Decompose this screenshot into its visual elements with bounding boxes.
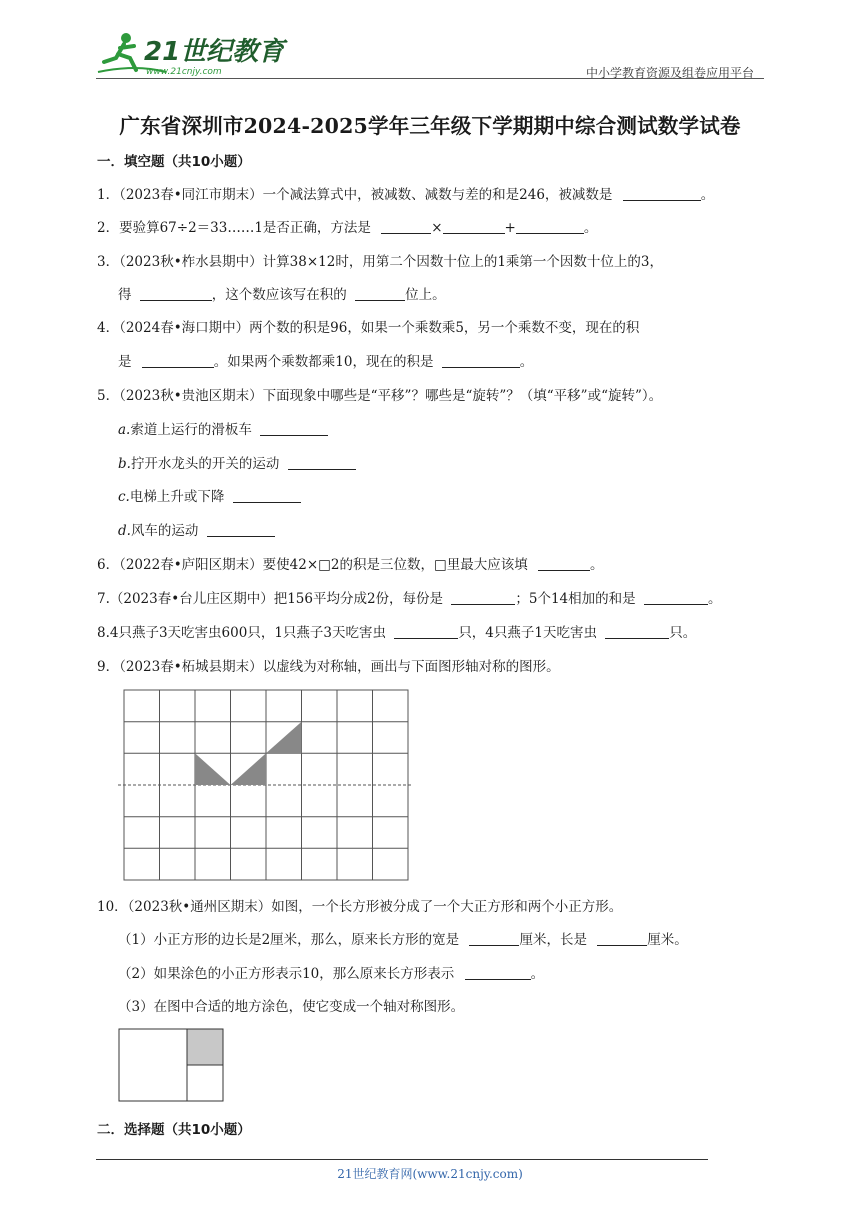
text: 。	[530, 966, 545, 982]
section-fill-in: 一．填空题（共10小题）	[97, 154, 251, 170]
question-5: 5．（2023秋•贵池区期末）下面现象中哪些是“平移”？哪些是“旋转”？（填“平移”或“旋转”）。	[97, 388, 663, 404]
answer-blank[interactable]	[644, 591, 708, 605]
answer-blank[interactable]	[381, 220, 431, 234]
answer-blank[interactable]	[207, 523, 275, 537]
question-5d	[118, 522, 275, 540]
answer-blank[interactable]	[442, 354, 520, 368]
answer-blank[interactable]	[142, 354, 214, 368]
question-1	[97, 186, 714, 204]
question-1-text: 1．（2023春•同江市期末）一个减法算式中，被减数、减数与差的和是246，被减数是	[97, 187, 613, 203]
logo-text: 21世纪教育	[144, 37, 285, 67]
question-10-1	[118, 931, 688, 949]
punct: 。	[590, 557, 604, 573]
text: ，这个数应该写在积的	[211, 287, 347, 303]
shaded-triangle	[231, 753, 267, 785]
answer-blank[interactable]	[288, 456, 356, 470]
question-7	[97, 590, 721, 608]
footer-link[interactable]: 21世纪教育网(www.21cnjy.com)	[337, 1167, 523, 1181]
rectangle-figure	[118, 1028, 224, 1102]
label: b.	[118, 456, 131, 472]
text: ；5个14相加的和是	[515, 591, 636, 607]
shaded-triangle	[195, 753, 231, 785]
answer-blank[interactable]	[355, 287, 405, 301]
answer-blank[interactable]	[443, 220, 505, 234]
answer-blank[interactable]	[140, 287, 212, 301]
text: 只，4只燕子1天吃害虫	[458, 625, 597, 641]
question-4-cont	[118, 353, 533, 371]
question-4: 4．（2024春•海口期中）两个数的积是96，如果一个乘数乘5，另一个乘数不变，现在的积	[97, 320, 640, 336]
text: 风车的运动	[130, 523, 199, 539]
text: 位上。	[405, 287, 446, 303]
question-7-text: 7.（2023春•台儿庄区期中）把156平均分成2份，每份是	[97, 591, 444, 607]
question-5a	[118, 421, 328, 439]
question-8-text: 8.4只燕子3天吃害虫600只，1只燕子3天吃害虫	[97, 625, 387, 641]
section-multiple-choice: 二．选择题（共10小题）	[97, 1122, 251, 1138]
question-6-text: 6．（2022春•庐阳区期末）要使42×□2的积是三位数，□里最大应该填	[97, 557, 528, 573]
footer-divider	[96, 1159, 708, 1160]
punct: 。	[583, 220, 598, 236]
text: （1）小正方形的边长是2厘米，那么，原来长方形的宽是	[118, 932, 460, 948]
header-divider	[96, 78, 764, 79]
text: （2）如果涂色的小正方形表示10，那么原来长方形表示	[118, 966, 455, 982]
text: 。	[519, 354, 534, 370]
text: 电梯上升或下降	[129, 489, 225, 505]
question-3: 3．（2023秋•柞水县期中）计算38×12时，用第二个因数十位上的1乘第一个因数十位上的3，	[97, 254, 664, 270]
answer-blank[interactable]	[451, 591, 515, 605]
answer-blank[interactable]	[260, 422, 328, 436]
answer-blank[interactable]	[394, 625, 458, 639]
page-title: 广东省深圳市2024-2025学年三年级下学期期中综合测试数学试卷	[119, 114, 741, 138]
shaded-small-square	[187, 1029, 223, 1065]
logo-url: www.21cnjy.com	[146, 67, 222, 77]
text: 厘米，长是	[519, 932, 587, 948]
label: c.	[118, 489, 130, 505]
question-10: 10．（2023秋•通州区期末）如图，一个长方形被分成了一个大正方形和两个小正方形。	[97, 899, 623, 915]
question-5b	[118, 455, 356, 473]
text: 拧开水龙头的开关的运动	[130, 456, 280, 472]
symmetry-grid-figure	[118, 688, 412, 882]
question-6	[97, 556, 604, 574]
punct: 。	[707, 591, 722, 607]
logo-21cnjy	[96, 28, 285, 80]
shaded-triangle	[266, 722, 302, 754]
answer-blank[interactable]	[469, 932, 519, 946]
answer-blank[interactable]	[597, 932, 647, 946]
question-8	[97, 624, 696, 642]
punct: 。	[700, 187, 715, 203]
question-2	[97, 219, 597, 237]
text: 得	[118, 287, 132, 303]
question-9: 9．（2023春•柘城县期末）以虚线为对称轴，画出与下面图形轴对称的图形。	[97, 659, 560, 675]
question-2-text: 2．要验算67÷2＝33……1是否正确，方法是	[97, 220, 371, 236]
answer-blank[interactable]	[623, 187, 701, 201]
text: 。如果两个乘数都乘10，现在的积是	[213, 354, 434, 370]
platform-label: 中小学教育资源及组卷应用平台	[585, 66, 754, 80]
question-5c	[118, 488, 301, 506]
times-sign: ×	[431, 220, 443, 236]
label: d.	[118, 523, 131, 539]
punct: 只。	[669, 625, 697, 641]
question-10-3: （3）在图中合适的地方涂色，使它变成一个轴对称图形。	[118, 999, 465, 1015]
label: a.	[118, 422, 131, 438]
answer-blank[interactable]	[233, 489, 301, 503]
text: 索道上运行的滑板车	[130, 422, 252, 438]
answer-blank[interactable]	[538, 557, 590, 571]
question-10-2	[118, 965, 544, 983]
text: 是	[118, 354, 132, 370]
answer-blank[interactable]	[516, 220, 584, 234]
text: 厘米。	[647, 932, 688, 948]
plus-sign: +	[504, 220, 516, 236]
answer-blank[interactable]	[465, 966, 531, 980]
page-header	[96, 28, 764, 84]
question-3-cont	[118, 286, 446, 304]
answer-blank[interactable]	[605, 625, 669, 639]
